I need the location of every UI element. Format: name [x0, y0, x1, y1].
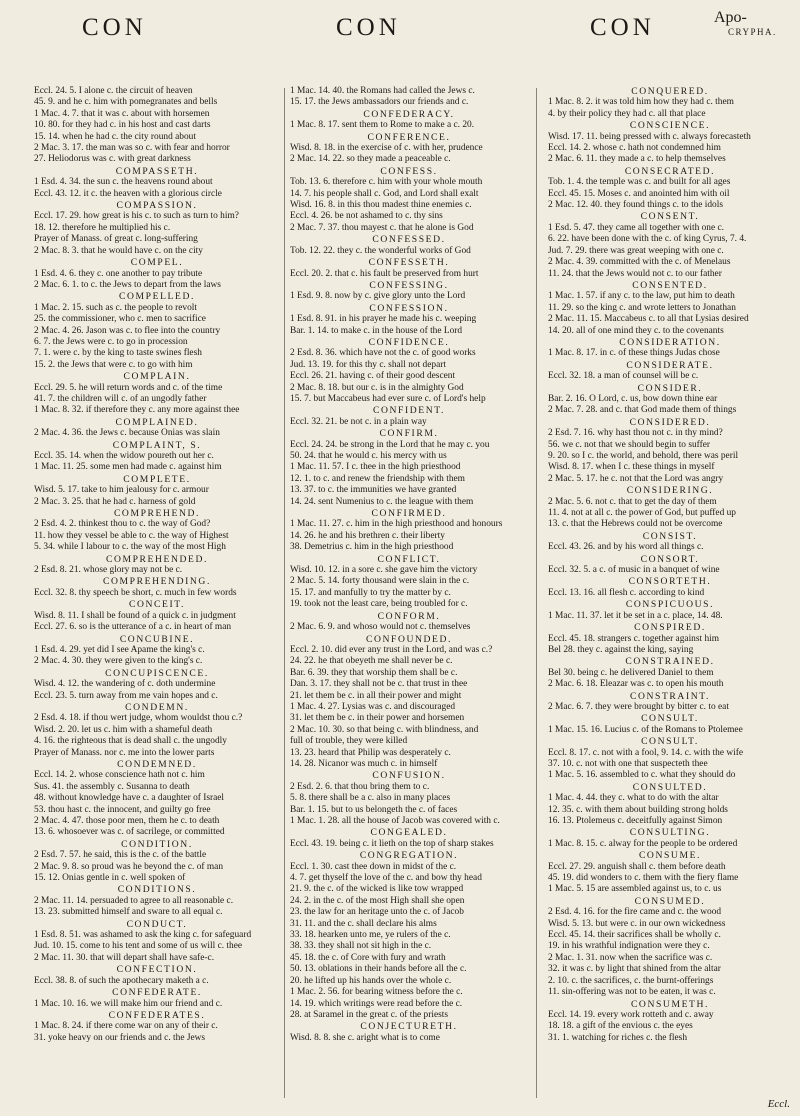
concordance-entry: Eccl. 27. 29. anguish shall c. them before death — [548, 861, 726, 872]
headword: CONSIDERATE. — [626, 359, 714, 371]
headword: CONFIRM. — [379, 428, 439, 440]
concordance-entry: 2 Mac. 6. 9. and whoso would not c. themselves — [290, 622, 471, 633]
concordance-entry: Eccl. 43. 26. and by his word all things c. — [548, 542, 704, 553]
headword: CONFUSION. — [372, 770, 446, 782]
headword: CONFESSED. — [372, 234, 446, 246]
headword: CONSTRAINED. — [625, 656, 715, 668]
concordance-entry: 5. 8. there shall be a c. also in many places — [290, 793, 451, 804]
concordance-entry: 1 Mac. 11. 57. I c. thee in the high priesthood — [290, 462, 461, 473]
concordance-entry: Eccl. 20. 2. that c. his fault be preserved from hurt — [290, 268, 479, 279]
concordance-entry: 15. 12. Onias gentle in c. well spoken of — [34, 873, 186, 884]
headword: CONDITIONS. — [117, 884, 197, 896]
concordance-entry: 56. we c. not that we should begin to suffer — [548, 439, 711, 450]
concordance-entry: 2 Esd. 4. 2. thinkest thou to c. the way of God? — [34, 519, 211, 530]
concordance-entry: 2. 10. c. the sacrifices, c. the burnt-offerings — [548, 975, 714, 986]
concordance-entry: 41. 7. the children will c. of an ungodly father — [34, 393, 207, 404]
concordance-entry: Wisd. 8. 17. when I c. these things in myself — [548, 462, 715, 473]
headword: CONFESS. — [380, 165, 438, 177]
concordance-entry: 2 Mac. 7. 28. and c. that God made them of things — [548, 405, 737, 416]
concordance-entry: Eccl. 27. 6. so is the utterance of a c. in heart of man — [34, 622, 232, 633]
concordance-entry: 2 Esd. 4. 16. for the fire came and c. the wood — [548, 907, 722, 918]
headword: CONSCIENCE. — [629, 120, 711, 132]
concordance-entry: 2 Esd. 8. 36. which have not the c. of good works — [290, 348, 476, 359]
concordance-entry: 1 Mac. 15. 16. Lucius c. of the Romans to Ptolemee — [548, 724, 743, 735]
concordance-entry: 45. 9. and he c. him with pomegranates and bells — [34, 97, 218, 108]
concordance-entry: 1 Mac. 8. 17. sent them to Rome to make a c. 20. — [290, 120, 475, 131]
concordance-entry: 4. by their policy they had c. all that place — [548, 108, 706, 119]
headword: CONCUBINE. — [119, 633, 195, 645]
concordance-entry: 1 Mac. 1. 28. all the house of Jacob was covered with c. — [290, 816, 500, 826]
headword: CONSULT. — [641, 713, 699, 725]
concordance-entry: 1 Mac. 2. 56. for bearing witness before the c. — [290, 987, 463, 998]
headword: CONFERENCE. — [367, 131, 451, 143]
concordance-entry: 1 Mac. 5. 15 are assembled against us, to c. us — [548, 884, 722, 895]
concordance-entry: 9. 20. so I c. the world, and behold, there was peril — [548, 451, 739, 461]
running-head-left: CON — [82, 14, 147, 41]
concordance-entry: Eccl. 35. 14. when the widow poureth out her c. — [34, 451, 214, 461]
headword: CONSTRAINT. — [629, 690, 711, 702]
headword: COMPLAIN. — [123, 371, 191, 383]
headword: CONSULTED. — [632, 781, 708, 793]
headword: CONSECRATED. — [624, 165, 716, 177]
concordance-entry: Wisd. 4. 12. the wandering of c. doth undermine — [34, 679, 216, 690]
concordance-entry: 2 Mac. 5. 17. he c. not that the Lord was angry — [548, 473, 724, 484]
headword: CONFIDENCE. — [368, 336, 450, 348]
column-divider — [284, 88, 285, 1098]
section-marker-sub: CRYPHA. — [728, 27, 777, 37]
concordance-entry: 2 Mac. 4. 47. those poor men, them he c. to death — [34, 816, 220, 826]
concordance-entry: 19. in his wrathful indignation were they c. — [548, 941, 710, 952]
concordance-entry: 1 Mac. 4. 44. they c. what to do with the altar — [548, 793, 719, 804]
concordance-entry: Bar. 2. 16. O Lord, c. us, bow down thine ear — [548, 393, 718, 404]
headword: CONDITION. — [121, 838, 193, 850]
headword: CONFOUNDED. — [365, 633, 453, 645]
concordance-entry: Wisd. 2. 20. let us c. him with a shameful death — [34, 724, 213, 735]
concordance-entry: 27. Heliodorus was c. with great darkness — [34, 154, 191, 165]
concordance-entry: 50. 13. oblations in their hands before all the c. — [290, 964, 467, 975]
headword: CONSUME. — [638, 850, 702, 862]
headword: CONSPIRED. — [634, 622, 706, 634]
concordance-entry: Eccl. 13. 16. all flesh c. according to kind — [548, 587, 705, 598]
concordance-entry: 2 Mac. 4. 30. they were given to the king's c. — [34, 656, 203, 667]
concordance-entry: 2 Esd. 8. 21. whose glory may not be c. — [34, 565, 183, 576]
concordance-entry: Eccl. 32. 21. be not c. in a plain way — [290, 416, 427, 427]
concordance-entry: Bel 28. they c. against the king, saying — [548, 644, 694, 655]
headword: CONSIDERING. — [626, 485, 714, 497]
section-marker-top: Apo- — [714, 9, 747, 26]
concordance-entry: Eccl. 32. 18. a man of counsel will be c. — [548, 371, 699, 382]
concordance-entry: Eccl. 14. 2. whose conscience hath not c. him — [34, 770, 205, 781]
concordance-entry: Jud. 13. 19. for this thy c. shall not depart — [290, 359, 446, 370]
concordance-entry: 11. how they vessel be able to c. the way of Highest — [34, 530, 229, 541]
headword: COMPLAINT, S. — [112, 439, 202, 451]
headword: CONFORM. — [377, 610, 441, 622]
concordance-entry: Jud. 10. 15. come to his tent and some of us will c. thee — [34, 941, 243, 952]
concordance-entry: 1 Mac. 14. 40. the Romans had called the Jews c. — [290, 86, 475, 96]
concordance-entry: 7. 1. were c. by the king to taste swines flesh — [34, 348, 202, 359]
concordance-entry: 2 Mac. 9. 8. so proud was he beyond the c. of man — [34, 861, 224, 872]
concordance-entry: Wisd. 8. 18. in the exercise of c. with her, prudence — [290, 143, 483, 154]
concordance-entry: 2 Esd. 2. 6. that thou bring them to c. — [290, 781, 430, 792]
concordance-entry: 38. Demetrius c. him in the high priesthood — [290, 542, 454, 553]
concordance-entry: 2 Mac. 3. 25. that he had c. harness of gold — [34, 496, 196, 507]
concordance-entry: 15. 14. when he had c. the city round about — [34, 131, 196, 142]
concordance-entry: Eccl. 29. 5. he will return words and c. of the time — [34, 382, 223, 393]
concordance-entry: 31. yoke heavy on our friends and c. the Jews — [34, 1032, 206, 1043]
concordance-entry: Eccl. 32. 8. thy speech be short, c. much in few words — [34, 587, 237, 598]
concordance-entry: 2 Mac. 8. 18. but our c. is in the almighty God — [290, 382, 464, 393]
concordance-entry: 13. 23. heard that Philip was desperately c. — [290, 747, 451, 758]
concordance-entry: 21. 9. the c. of the wicked is like tow wrapped — [290, 884, 464, 895]
concordance-entry: 18. 18. a gift of the envious c. the eyes — [548, 1021, 693, 1032]
concordance-entry: Sus. 41. the assembly c. Susanna to death — [34, 781, 190, 792]
concordance-entry: 13. c. that the Hebrews could not be overcome — [548, 519, 723, 530]
concordance-entry: 1 Mac. 10. 16. we will make him our friend and c. — [34, 998, 223, 1009]
catchword: Eccl. — [767, 1098, 790, 1110]
concordance-entry: 11. 29. so the king c. and wrote letters to Jonathan — [548, 302, 736, 313]
concordance-entry: Eccl. 17. 29. how great is his c. to such as turn to him? — [34, 211, 239, 222]
concordance-entry: 2 Mac. 11. 15. Maccabeus c. to all that Lysias desired — [548, 314, 749, 325]
concordance-entry: 2 Mac. 14. 22. so they made a peaceable c. — [290, 154, 451, 165]
concordance-entry: Eccl. 38. 8. of such the apothecary maketh a c. — [34, 975, 209, 986]
concordance-entry: 2 Mac. 4. 36. the Jews c. because Onias was slain — [34, 428, 220, 439]
headword: CONSIDERATION. — [619, 336, 721, 348]
headword: CONFEDERATES. — [108, 1009, 206, 1021]
concordance-entry: 6. 7. the Jews were c. to go in procession — [34, 336, 188, 347]
concordance-entry: 1 Mac. 8. 32. if therefore they c. any more against thee — [34, 405, 240, 416]
headword: CONSULT. — [641, 736, 699, 748]
concordance-column-2 — [290, 86, 528, 1106]
headword: CONDEMNED. — [117, 758, 197, 770]
concordance-entry: 33. 18. hearken unto me, ye rulers of the c. — [290, 930, 451, 941]
concordance-entry: 12. 1. to c. and renew the friendship with them — [290, 473, 465, 484]
concordance-entry: 1 Esd. 4. 34. the sun c. the heavens round about — [34, 177, 213, 188]
concordance-entry: 5. 34. while I labour to c. the way of the most High — [34, 542, 226, 553]
headword: CONSORTETH. — [628, 576, 712, 588]
concordance-entry: Eccl. 45. 15. Moses c. and anointed him with oil — [548, 188, 730, 199]
concordance-entry: 1 Esd. 5. 47. they came all together with one c. — [548, 222, 724, 233]
headword: CONFESSING. — [369, 279, 449, 291]
headword: CONSENT. — [640, 211, 700, 223]
concordance-entry: Bar. 1. 15. but to us belongeth the c. of faces — [290, 804, 458, 815]
concordance-entry: Eccl. 26. 21. having c. of their good descent — [290, 371, 456, 382]
concordance-entry: 31. let them be c. in their power and horsemen — [290, 713, 465, 724]
concordance-entry: 21. let them be c. in all their power and might — [290, 690, 462, 701]
concordance-entry: 4. 7. get thyself the love of the c. and bow thy head — [290, 873, 482, 884]
concordance-entry: Eccl. 43. 19. being c. it lieth on the top of sharp stakes — [290, 838, 494, 849]
concordance-column-1 — [34, 86, 280, 1106]
headword: CONFLICT. — [377, 553, 441, 565]
running-head-right: CON — [590, 14, 655, 41]
concordance-entry: 2 Esd. 4. 18. if thou wert judge, whom wouldst thou c.? — [34, 713, 243, 724]
concordance-entry: Wisd. 5. 13. but were c. in our own wickedness — [548, 918, 726, 929]
concordance-entry: Bar. 6. 39. they that worship them shall be c. — [290, 667, 458, 678]
concordance-entry: Wisd. 5. 17. take to him jealousy for c. armour — [34, 485, 209, 496]
concordance-entry: 15. 17. and manfully to try the matter by c. — [290, 587, 451, 598]
concordance-entry: 18. 12. therefore he multiplied his c. — [34, 222, 171, 233]
headword: COMPLETE. — [123, 473, 191, 485]
concordance-entry: Eccl. 14. 19. every work rotteth and c. away — [548, 1009, 714, 1020]
concordance-entry: 14. 20. all of one mind they c. to the covenants — [548, 325, 724, 336]
concordance-entry: 1 Mac. 8. 15. c. alway for the people to be ordered — [548, 838, 738, 849]
concordance-entry: Eccl. 45. 18. strangers c. together against him — [548, 633, 720, 644]
concordance-entry: Wisd. 8. 8. she c. aright what is to come — [290, 1032, 440, 1043]
headword: CONFEDERACY. — [363, 108, 455, 120]
headword: CONFESSION. — [369, 302, 449, 314]
headword: CONSIDER. — [637, 382, 703, 394]
concordance-entry: 1 Mac. 4. 7. that it was c. about with horsemen — [34, 108, 210, 119]
concordance-entry: 1 Mac. 5. 16. assembled to c. what they should do — [548, 770, 736, 781]
concordance-entry: 1 Esd. 9. 8. now by c. give glory unto the Lord — [290, 291, 466, 302]
concordance-entry: Eccl. 8. 17. c. not with a fool, 9. 14. c. with the wife — [548, 747, 744, 758]
concordance-entry: Tob. 12. 22. they c. the wonderful works of God — [290, 245, 471, 256]
concordance-entry: 2 Esd. 7. 57. he said, this is the c. of the battle — [34, 850, 207, 861]
concordance-entry: 28. at Saramel in the great c. of the priests — [290, 1009, 449, 1020]
concordance-entry: Wisd. 16. 8. in this thou madest thine enemies c. — [290, 200, 472, 211]
concordance-entry: 23. the law for an heritage unto the c. of Jacob — [290, 907, 464, 918]
concordance-entry: 2 Mac. 5. 14. forty thousand were slain in the c. — [290, 576, 470, 587]
concordance-entry: full of trouble, they were killed — [290, 736, 408, 747]
concordance-entry: 1 Mac. 11. 37. let it be set in a c. place, 14. 48. — [548, 610, 723, 621]
headword: COMPREHENDED. — [105, 553, 209, 565]
concordance-entry: 15. 17. the Jews ambassadors our friends and c. — [290, 97, 469, 108]
headword: COMPLAINED. — [115, 416, 199, 428]
concordance-entry: 53. thou hast c. the innocent, and guilty go free — [34, 804, 211, 815]
concordance-entry: 2 Mac. 8. 3. that he would have c. on the city — [34, 245, 203, 256]
concordance-entry: 11. 24. that the Jews would not c. to our father — [548, 268, 722, 279]
headword: CONGEALED. — [370, 827, 448, 839]
running-header — [0, 0, 800, 60]
concordance-entry: 45. 18. the c. of Core with fury and wrath — [290, 952, 446, 963]
concordance-entry: Tob. 13. 6. therefore c. him with your whole mouth — [290, 177, 483, 188]
concordance-entry: 2 Mac. 1. 31. now when the sacrifice was c. — [548, 952, 713, 963]
concordance-entry: Eccl. 45. 14. their sacrifices shall be wholly c. — [548, 930, 721, 941]
concordance-entry: 13. 6. whosoever was c. of sacrilege, or committed — [34, 827, 225, 838]
headword: COMPEL. — [130, 257, 184, 269]
concordance-entry: 45. 19. did wonders to c. them with the fiery flame — [548, 873, 739, 884]
concordance-entry: 31. 1. watching for riches c. the flesh — [548, 1032, 688, 1043]
concordance-entry: Prayer of Manass. nor c. me into the lower parts — [34, 747, 215, 758]
headword: CONFIRMED. — [371, 508, 447, 520]
concordance-entry: 2 Esd. 7. 16. why hast thou not c. in thy mind? — [548, 428, 723, 439]
concordance-entry: Eccl. 2. 10. did ever any trust in the Lord, and was c.? — [290, 644, 493, 655]
concordance-entry: Tob. 1. 4. the temple was c. and built for all ages — [548, 177, 731, 188]
concordance-entry: 1 Mac. 4. 27. Lysias was c. and discouraged — [290, 701, 456, 712]
concordance-entry: 2 Mac. 6. 18. Eleazar was c. to open his mouth — [548, 679, 724, 690]
headword: CONGREGATION. — [359, 850, 459, 862]
concordance-entry: 16. 13. Ptolemeus c. deceitfully against Simon — [548, 816, 723, 826]
concordance-entry: 38. 33. they shall not sit high in the c. — [290, 941, 432, 952]
concordance-entry: 2 Mac. 7. 37. thou mayest c. that he alone is God — [290, 222, 474, 233]
concordance-entry: Wisd. 8. 11. I shall be found of a quick c. in judgment — [34, 610, 236, 621]
concordance-entry: 32. it was c. by light that shined from the altar — [548, 964, 721, 975]
concordance-entry: 10. 80. for they had c. in his host and cast darts — [34, 120, 211, 131]
concordance-entry: Eccl. 43. 12. it c. the heaven with a glorious circle — [34, 188, 222, 199]
concordance-entry: Eccl. 1. 30. cast thee down in midst of the c. — [290, 861, 457, 872]
headword: CONFIDENT. — [372, 405, 446, 417]
concordance-entry: 4. 16. the righteous that is dead shall c. the ungodly — [34, 736, 227, 747]
concordance-entry: 2 Mac. 6. 11. they made a c. to help themselves — [548, 154, 726, 165]
concordance-entry: 14. 28. Nicanor was much c. in himself — [290, 758, 438, 769]
concordance-entry: 19. took not the least care, being troubled for c. — [290, 599, 468, 610]
concordance-entry: Eccl. 32. 5. a c. of music in a banquet of wine — [548, 565, 720, 576]
concordance-entry: Eccl. 14. 2. whose c. hath not condemned him — [548, 143, 721, 154]
headword: CONSPICUOUS. — [625, 599, 715, 611]
concordance-entry: Dan. 3. 17. they shall not be c. that trust in thee — [290, 679, 468, 690]
concordance-entry: Eccl. 24. 24. be strong in the Lord that he may c. you — [290, 439, 490, 450]
concordance-entry: 6. 22. have been done with the c. of king Cyrus, 7. 4. — [548, 234, 747, 245]
concordance-entry: 1 Esd. 8. 51. was ashamed to ask the king c. for safeguard — [34, 930, 252, 941]
concordance-entry: Bar. 1. 14. to make c. in the house of the Lord — [290, 325, 463, 336]
headword: CONSENTED. — [632, 279, 708, 291]
concordance-entry: 48. without knowledge have c. a daughter of Israel — [34, 793, 225, 804]
concordance-entry: 14. 19. which writings were read before the c. — [290, 998, 463, 1009]
headword: CONCUPISCENCE. — [105, 667, 209, 679]
concordance-entry: 15. 7. but Maccabeus had ever sure c. of Lord's help — [290, 393, 486, 404]
section-marker — [714, 10, 794, 37]
concordance-entry: Eccl. 24. 5. I alone c. the circuit of heaven — [34, 86, 193, 96]
headword: CONFEDERATE. — [112, 987, 202, 999]
column-divider — [536, 88, 537, 1098]
concordance-entry: 13. 23. submitted himself and sware to all equal c. — [34, 907, 223, 918]
concordance-entry: 2 Mac. 6. 1. to c. the Jews to depart from the laws — [34, 279, 221, 290]
concordance-entry: 1 Mac. 8. 24. if there come war on any of their c. — [34, 1021, 218, 1032]
concordance-entry: 1 Mac. 11. 25. some men had made c. against him — [34, 462, 222, 473]
concordance-entry: 1 Mac. 8. 2. it was told him how they had c. them — [548, 97, 734, 108]
concordance-column-3 — [548, 86, 792, 1106]
headword: CONDUCT. — [126, 918, 188, 930]
concordance-entry: 15. 2. the Jews that were c. to go with him — [34, 359, 193, 370]
concordance-entry: 1 Esd. 8. 91. in his prayer he made his c. weeping — [290, 314, 477, 325]
concordance-entry: 11. sin-offering was not to be eaten, it was c. — [548, 987, 716, 998]
concordance-entry: 1 Mac. 8. 17. in c. of these things Judas chose — [548, 348, 720, 359]
concordance-entry: Bel 30. being c. he delivered Daniel to them — [548, 667, 714, 678]
concordance-entry: 25. the commissioner, who c. men to sacrifice — [34, 314, 206, 325]
concordance-entry: 2 Mac. 4. 39. committed with the c. of Menelaus — [548, 257, 731, 268]
headword: CONQUERED. — [631, 86, 709, 97]
concordance-entry: 1 Mac. 2. 15. such as c. the people to revolt — [34, 302, 197, 313]
headword: COMPELLED. — [119, 291, 195, 303]
concordance-entry: 1 Esd. 4. 6. they c. one another to pay tribute — [34, 268, 203, 279]
headword: CONFECTION. — [116, 964, 198, 976]
headword: CONCEIT. — [128, 599, 186, 611]
concordance-entry: 2 Mac. 5. 6. not c. that to get the day of them — [548, 496, 717, 507]
concordance-entry: 13. 37. to c. the immunities we have granted — [290, 485, 457, 496]
concordance-entry: 2 Mac. 3. 17. the man was so c. with fear and horror — [34, 143, 230, 154]
concordance-entry: 24. 22. he that obeyeth me shall never be c. — [290, 656, 453, 667]
headword: CONSIST. — [642, 530, 698, 542]
headword: CONDEMN. — [125, 701, 189, 713]
concordance-entry: 37. 10. c. not with one that suspecteth thee — [548, 758, 708, 769]
concordance-entry: Wisd. 10. 12. in a sore c. she gave him the victory — [290, 565, 478, 576]
concordance-entry: Eccl. 23. 5. turn away from me vain hopes and c. — [34, 690, 218, 701]
concordance-entry: 2 Mac. 10. 30. so that being c. with blindness, and — [290, 724, 479, 735]
concordance-entry: Wisd. 17. 11. being pressed with c. always forecasteth — [548, 131, 751, 142]
concordance-entry: 2 Mac. 12. 40. they found things c. to the idols — [548, 200, 723, 211]
headword: CONSIDERED. — [629, 416, 711, 428]
running-head-center: CON — [336, 14, 401, 41]
headword: CONSUMETH. — [630, 998, 710, 1010]
concordance-entry: Eccl. 4. 26. be not ashamed to c. thy sins — [290, 211, 443, 222]
concordance-entry: 12. 35. c. with them about building strong holds — [548, 804, 728, 815]
concordance-entry: 20. he lifted up his hands over the whole c. — [290, 975, 452, 986]
concordance-entry: 2 Mac. 4. 26. Jason was c. to flee into the country — [34, 325, 221, 336]
concordance-entry: 14. 26. he and his brethren c. their liberty — [290, 530, 445, 541]
concordance-entry: 1 Mac. 11. 27. c. him in the high priesthood and honours — [290, 519, 503, 530]
concordance-entry: 2 Mac. 6. 7. they were brought by bitter c. to eat — [548, 701, 729, 712]
headword: CONSORT. — [640, 553, 700, 565]
concordance-entry: 31. 11. and the c. shall declare his alms — [290, 918, 437, 929]
concordance-entry: 1 Mac. 1. 57. if any c. to the law, put him to death — [548, 291, 735, 302]
concordance-entry: 14. 7. his people shall c. God, and Lord shall exalt — [290, 188, 479, 199]
concordance-entry: 50. 24. that he would c. his mercy with us — [290, 451, 447, 461]
headword: CONSUMED. — [634, 895, 706, 907]
concordance-entry: 11. 4. not at all c. the power of God, but puffed up — [548, 508, 736, 519]
concordance-entry: 14. 24. sent Numenius to c. the league with them — [290, 496, 474, 507]
headword: COMPASSETH. — [115, 165, 199, 177]
headword: CONFESSETH. — [368, 257, 450, 269]
concordance-entry: 2 Mac. 11. 14. persuaded to agree to all reasonable c. — [34, 895, 234, 906]
headword: COMPREHEND. — [113, 508, 201, 520]
headword: COMPREHENDING. — [103, 576, 211, 588]
concordance-entry: 1 Esd. 4. 29. yet did I see Apame the king's c. — [34, 644, 205, 655]
concordance-entry: 24. 2. in the c. of the most High shall she open — [290, 895, 465, 906]
headword: CONJECTURETH. — [360, 1021, 458, 1033]
headword: COMPASSION. — [116, 200, 198, 212]
concordance-entry: 2 Mac. 11. 30. that will depart shall have safe-c. — [34, 952, 215, 963]
headword: CONSULTING. — [629, 827, 711, 839]
concordance-entry: Prayer of Manass. of great c. long-suffering — [34, 234, 198, 245]
concordance-entry: Jud. 7. 29. there was great weeping with one c. — [548, 245, 724, 256]
